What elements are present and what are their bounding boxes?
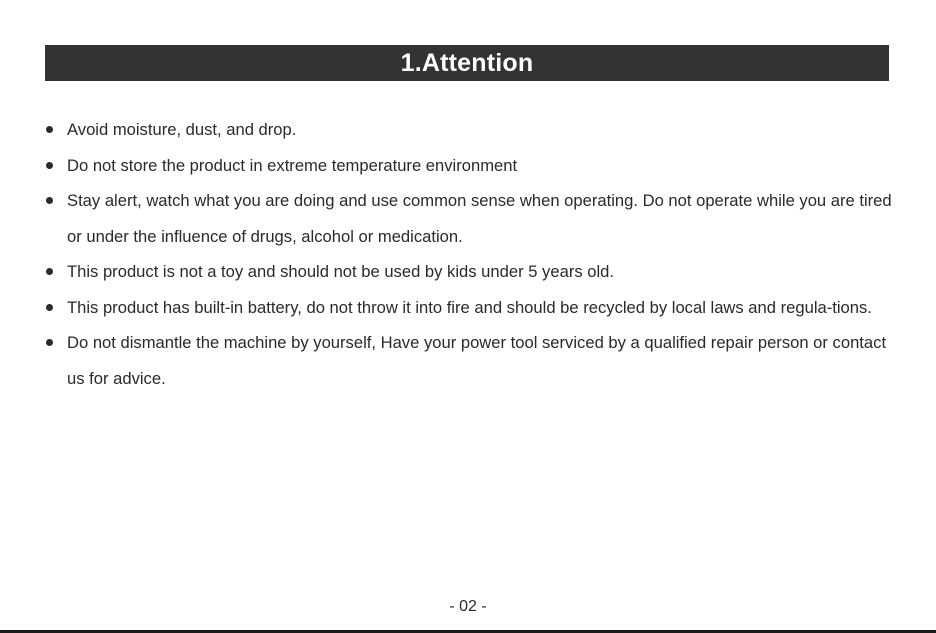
bullet-icon — [46, 339, 53, 346]
bullet-icon — [46, 197, 53, 204]
list-item — [45, 148, 895, 184]
section-title: 1.Attention — [400, 48, 534, 77]
list-item-text: This product is not a toy and should not be used by kids under 5 years old. — [67, 262, 615, 281]
list-item-text: Do not dismantle the machine by yourself, Have your power tool serviced by a qualified repair person or contact us for advice. — [67, 333, 887, 388]
bullet-icon — [46, 304, 53, 311]
list-item — [45, 325, 895, 396]
bullet-icon — [46, 126, 53, 133]
list-item-text: This product has built-in battery, do not throw it into fire and should be recycled by local laws and regula-tions. — [67, 297, 872, 317]
list-item-text: Avoid moisture, dust, and drop. — [67, 120, 297, 139]
bullet-icon — [46, 162, 53, 169]
list-item — [45, 183, 895, 254]
bullet-icon — [46, 268, 53, 275]
list-item — [45, 254, 895, 290]
list-item-text: Stay alert, watch what you are doing and use common sense when operating. Do not operate while you are tired or under the influence of drugs, alcohol or medication. — [67, 191, 892, 246]
section-title-bar — [45, 45, 889, 81]
page-number: - 02 - — [449, 598, 487, 615]
list-item — [45, 112, 895, 148]
list-item — [45, 290, 895, 326]
attention-list — [45, 112, 895, 396]
list-item-text: Do not store the product in extreme temperature environment — [67, 155, 518, 175]
